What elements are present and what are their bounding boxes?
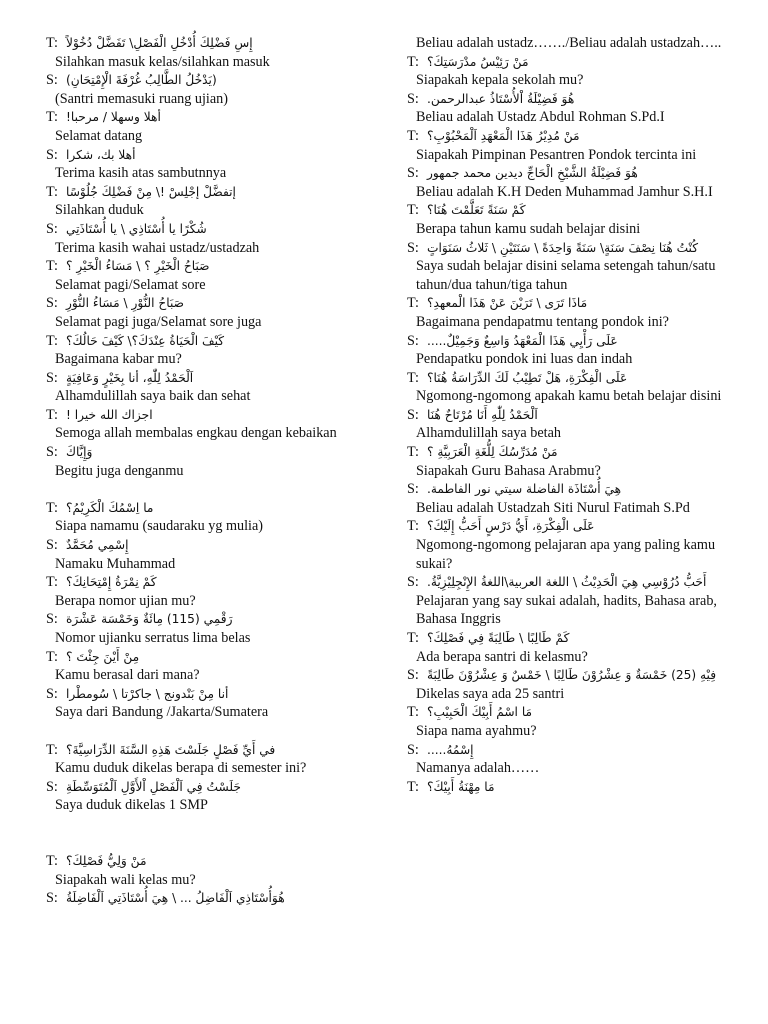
arabic-text: كَمْ نِمْرَةُ إِمْتِحَانِكَ؟ [66, 575, 157, 590]
arabic-text: هُوَ فَضِيْلَةُ اْلأُسْتَاذُ عبدالرحمن. [427, 91, 575, 106]
translation-text: Nomor ujianku serratus lima belas [55, 630, 251, 646]
arabic-text: ما اِسْمُكَ الْكَرِيْمُ؟ [66, 500, 154, 515]
arabic-text: عَلَى الْفِكْرَةِ، أَيُّ دَرْسٍ أَحَبُّ إِلَيْكَ؟ [427, 519, 595, 534]
arabic-text: إِسْمُهُ..... [427, 742, 474, 757]
speaker-label: S: [407, 165, 419, 182]
speaker-label: S: [46, 72, 58, 89]
blank-line [46, 815, 346, 834]
dialogue-line [407, 778, 733, 797]
translation-text: Siapakah kepala sekolah mu? [416, 72, 584, 89]
arabic-text: مَاذَا تَرَى \ تَرَيْنَ عَنْ هَذَا الْمعهدِ؟ [427, 296, 588, 311]
blank-line [46, 722, 346, 741]
dialogue-line [46, 183, 346, 202]
speaker-label: T: [46, 648, 58, 665]
dialogue-line [407, 573, 733, 592]
dialogue-line [46, 406, 346, 425]
translation-text: Alhamdulillah saya baik dan sehat [55, 388, 251, 405]
translation-text: Semoga allah membalas engkau dengan kebaikan [55, 425, 337, 442]
translation-text: Berapa nomor ujian mu? [55, 592, 196, 609]
dialogue-line [46, 499, 346, 518]
dialogue-line [46, 778, 346, 797]
dialogue-line [407, 666, 733, 685]
speaker-label: T: [46, 183, 58, 200]
translation-text: Dikelas saya ada 25 santri [416, 685, 565, 702]
translation-text: Beliau adalah K.H Deden Muhammad Jamhur S.H.I [416, 183, 713, 200]
speaker-label: T: [407, 53, 419, 70]
translation-text: Selamat datang [55, 127, 143, 144]
left-column [46, 34, 346, 908]
speaker-label: T: [407, 778, 419, 795]
dialogue-line [407, 517, 733, 536]
dialogue-line [407, 480, 733, 499]
translation-text: Alhamdulillah saya betah [416, 425, 561, 442]
speaker-label: S: [46, 295, 58, 312]
speaker-label: T: [46, 499, 58, 516]
dialogue-line [407, 294, 733, 313]
speaker-label: S: [46, 146, 58, 163]
translation-text: Ada berapa santri di kelasmu? [416, 648, 588, 665]
right-column [407, 34, 733, 796]
dialogue-line [407, 332, 733, 351]
speaker-label: S: [46, 369, 58, 386]
speaker-label: S: [46, 444, 58, 461]
arabic-text: اَلْحَمْدُ لِلّٰهِ، أنا بِخَيْرٍ وَعَافِيَةٍ [66, 370, 194, 385]
speaker-label: T: [407, 369, 419, 386]
translation-text: Siapakah Guru Bahasa Arabmu? [416, 462, 601, 479]
translation-text: Siapakah Pimpinan Pesantren Pondok tercinta ini [416, 146, 697, 163]
arabic-text: جَلَسْتُ فِي اَلْفَصْلِ اْلأَوَّلِ اَلْمُتَوَسِّطَةِ [66, 779, 241, 794]
dialogue-line [46, 146, 346, 165]
translation-text: Terima kasih wahai ustadz/ustadzah [55, 239, 260, 256]
speaker-label: T: [407, 630, 419, 646]
translation-text: Ngomong-ngomong pelajaran apa yang paling kamu sukai? [416, 537, 716, 572]
translation-text: Ngomong-ngomong apakah kamu betah belajar disini [416, 388, 722, 405]
dialogue-line [46, 257, 346, 276]
arabic-text: كَمْ سَنَةً تَعَلَّمْتَ هُنَا؟ [427, 203, 526, 218]
arabic-text: كُنْتُ هُنَا نِصْفَ سَنَةٍ\ سَنَةً وَاحِدَةً \ سَنَتَيْنِ \ ثَلاثُ سَنَوَاتٍ [427, 240, 699, 255]
arabic-text: إِسْمِي مُحَمَّدٌ [66, 538, 129, 553]
speaker-label: S: [46, 220, 58, 237]
arabic-text: وَإِيَّاكَ [66, 445, 93, 460]
speaker-label: T: [46, 109, 58, 126]
dialogue-line [46, 34, 346, 53]
speaker-label: S: [46, 778, 58, 795]
arabic-text: كَمْ طَالِبًا \ طَالِبَةً فِي فَصْلِكَ؟ [427, 631, 570, 645]
speaker-label: T: [407, 295, 419, 312]
speaker-label: S: [46, 685, 58, 702]
translation-text: Silahkan duduk [55, 202, 144, 219]
arabic-text: مَنْ رَئِيْسُ مدْرَسَتِكَ؟ [427, 54, 529, 69]
arabic-text: هِيَ أُسْتَاذَة الفاضلة سيتي نور الفاطمة. [427, 482, 622, 497]
arabic-text: مَنْ وَلِيُّ فَصْلِكَ؟ [66, 854, 147, 869]
translation-text: Beliau adalah Ustadzah Siti Nurul Fatimah S.Pd [416, 499, 690, 516]
arabic-text: مِنْ أَيْنَ جِئْتَ ؟ [66, 649, 140, 664]
dialogue-line [46, 443, 346, 462]
dialogue-line [46, 648, 346, 667]
dialogue-line [407, 164, 733, 183]
arabic-text: أهلا بك، شكرا [66, 147, 136, 162]
arabic-text: مَنْ مُدَرِّسُكَ لِلُّغَةِ الْعَرَبِيَّةِ ؟ [427, 445, 558, 460]
translation-text: Bagaimana pendapatmu tentang pondok ini? [416, 313, 669, 330]
dialogue-line [407, 53, 733, 72]
arabic-text: أنا مِنْ بَنْدونج \ جاكرْتا \ سُومطْرا [66, 686, 229, 701]
speaker-label: T: [407, 518, 419, 535]
dialogue-line [46, 108, 346, 127]
arabic-text: إِسِ فَضْلِكَ أُدْخُلِ الْفَصْلِ\ تَفَضَّلْ دُخُوْلاً [66, 36, 253, 50]
dialogue-line [407, 703, 733, 722]
arabic-text: مَنْ مُدِيْرُ هَذَا الْمَعْهَدِ اَلْمَحْبُوْبِ؟ [427, 128, 580, 143]
dialogue-line [407, 369, 733, 388]
dialogue-line [407, 741, 733, 760]
translation-text: (Santri memasuki ruang ujian) [55, 90, 228, 107]
dialogue-line [46, 741, 346, 760]
translation-text: Namanya adalah…… [416, 760, 540, 777]
blank-line [46, 834, 346, 853]
speaker-label: T: [46, 853, 58, 870]
arabic-text: فِيْهِ (25) خَمْسَةٌ وَ عِشْرُوْنَ طَالِبًا \ خَمْسٌ وَ عِشْرُوْنَ طَالِبَةً [427, 668, 717, 683]
speaker-label: T: [407, 444, 419, 461]
speaker-label: S: [407, 90, 419, 107]
speaker-label: T: [46, 35, 58, 51]
translation-text: Kamu duduk dikelas berapa di semester ini? [55, 760, 307, 777]
arabic-text: مَا مِهْنَةُ أَبِيْكَ؟ [427, 779, 495, 794]
arabic-text: مَا اسْمُ أَبِيْكَ الْحَبِيْبِ؟ [427, 705, 533, 720]
speaker-label: T: [407, 202, 419, 219]
arabic-text: عَلَى الْفِكْرَةِ، هَلْ تَطِيْبُ لَكَ الدِّرَاسَةُ هُنَا؟ [427, 370, 628, 385]
dialogue-line [46, 369, 346, 388]
dialogue-line [46, 294, 346, 313]
translation-text: Siapakah wali kelas mu? [55, 871, 196, 888]
arabic-text: اَلْحَمْدُ لِلّٰهِ أَنَا مُرْتَاحٌ هُنَا [427, 407, 538, 422]
dialogue-line [407, 127, 733, 146]
dialogue-line [46, 610, 346, 629]
dialogue-line [407, 629, 733, 648]
blank-line [46, 480, 346, 499]
translation-text: Beliau adalah ustadz……./Beliau adalah ustadzah….. [416, 35, 722, 51]
arabic-text: اجزاك الله خيرا ! [66, 407, 153, 422]
dialogue-line [46, 71, 346, 90]
translation-text: Begitu juga denganmu [55, 462, 184, 479]
translation-text: Terima kasih atas sambutnnya [55, 165, 227, 182]
speaker-label: S: [407, 667, 419, 684]
dialogue-line [407, 239, 733, 258]
dialogue-line [46, 332, 346, 351]
translation-text: Berapa tahun kamu sudah belajar disini [416, 220, 641, 237]
speaker-label: S: [407, 574, 419, 591]
speaker-label: S: [407, 741, 419, 758]
arabic-text: صَبَاحُ الْخَيْرِ ؟ \ مَسَاءُ الْخَيْرِ ؟ [66, 259, 210, 274]
dialogue-line [46, 573, 346, 592]
arabic-text: رَقْمِي (115) مِائَةٌ وَخَمْسَة عَشْرَة [66, 612, 233, 627]
speaker-label: S: [46, 611, 58, 628]
speaker-label: S: [407, 406, 419, 423]
speaker-label: S: [407, 481, 419, 498]
dialogue-line [407, 90, 733, 109]
translation-text: Kamu berasal dari mana? [55, 667, 200, 684]
arabic-text: عَلَى رَأْيِي هَذَا الْمَعْهَدُ وَاسِعٌ وَجَمِيْلٌ..... [427, 333, 618, 348]
translation-text: Pendapatku pondok ini luas dan indah [416, 351, 633, 368]
arabic-text: في أَيِّ فَصْلٍ جَلَسْتَ هَذِهِ السَّنَةَ الدِّرَاسِيَّةَ؟ [66, 742, 276, 757]
dialogue-line [46, 220, 346, 239]
dialogue-line [407, 201, 733, 220]
translation-text: Siapa nama ayahmu? [416, 722, 537, 739]
arabic-text: أَحَبُّ دُرُوْسِي هِيَ الْحَدِيْثُ \ اللغة العربية\اللغةُ الإِنْجِلِيْزِيَّةُ. [427, 575, 707, 590]
arabic-text: (يَدْخُلُ الطَّالِبُ غُرْفَةَ الْإِمْتِحَانِ) [66, 73, 217, 88]
speaker-label: T: [46, 332, 58, 349]
dialogue-line [46, 889, 346, 908]
speaker-label: T: [46, 406, 58, 423]
translation-text: Silahkan masuk kelas/silahkan masuk [55, 53, 270, 70]
dialogue-line [46, 536, 346, 555]
speaker-label: S: [407, 332, 419, 349]
speaker-label: S: [407, 239, 419, 256]
translation-text: Selamat pagi juga/Selamat sore juga [55, 313, 262, 330]
speaker-label: T: [46, 574, 58, 591]
arabic-text: هُوَ فَضِيْلَةُ الشَّيْخِ الْحَاجِّ ديدين محمد جمهور [427, 166, 638, 181]
speaker-label: T: [46, 258, 58, 275]
translation-text: Selamat pagi/Selamat sore [55, 276, 206, 293]
speaker-label: T: [407, 704, 419, 721]
translation-text: Saya sudah belajar disini selama setengah tahun/satu tahun/dua tahun/tiga tahun [416, 258, 716, 293]
dialogue-line [407, 406, 733, 425]
speaker-label: S: [46, 890, 58, 907]
speaker-label: T: [46, 741, 58, 758]
arabic-text: صَبَاحُ النُّوْرِ \ مَسَاءُ النُّوْرِ [66, 296, 184, 311]
translation-text: Namaku Muhammad [55, 555, 176, 572]
speaker-label: T: [407, 127, 419, 144]
translation-text: Saya duduk dikelas 1 SMP [55, 797, 208, 814]
translation-text: Pelajaran yang say sukai adalah, hadits, Bahasa arab, Bahasa Inggris [416, 592, 717, 628]
dialogue-line [46, 852, 346, 871]
dialogue-line [407, 443, 733, 462]
translation-text: Saya dari Bandung /Jakarta/Sumatera [55, 704, 269, 721]
arabic-text: إتفضَّلْ إجْلِسْ !\ مِنْ فَضْلِكَ جُلُوْسًا [66, 184, 236, 199]
translation-text: Beliau adalah Ustadz Abdul Rohman S.Pd.I [416, 109, 665, 126]
arabic-text: كَيْفَ الْحَيَاةُ عِنْدَكَ؟\ كَيْفَ حَالُكَ؟ [66, 333, 225, 348]
arabic-text: شُكْرًا يا أُسْتَاذِي \ يا أُسْتَاذَتِي [66, 221, 207, 236]
arabic-text: هُوَأُسْتَاذِي اَلْفَاضِلُ ... \ هِيَ أُسْتَاذَتِي اَلْفَاضِلَةُ [66, 891, 285, 906]
speaker-label: S: [46, 537, 58, 554]
arabic-text: أهلا وسهلا / مرحبا! [66, 110, 161, 125]
dialogue-line [46, 685, 346, 704]
translation-text: Siapa namamu (saudaraku yg mulia) [55, 518, 264, 535]
translation-text: Bagaimana kabar mu? [55, 351, 182, 368]
